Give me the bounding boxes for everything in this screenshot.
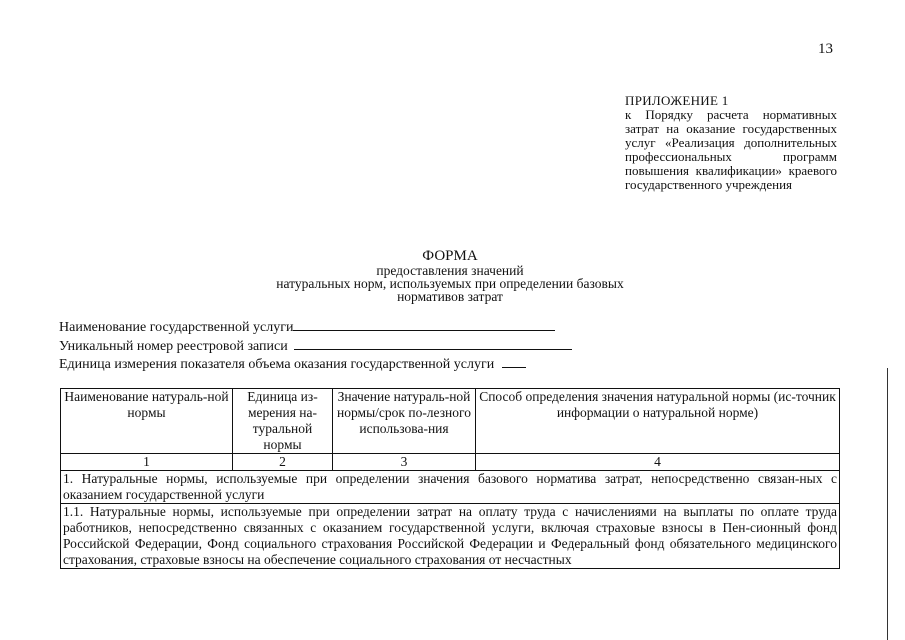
section-1-text: 1. Натуральные нормы, используемые при определении значения базового норматива затрат, непосредственно связан-ных с оказанием государственной услуги [61,471,840,504]
service-name-label: Наименование государственной услуги [59,320,294,335]
registry-number-label: Уникальный номер реестровой записи [59,338,288,354]
registry-number-blank[interactable] [294,337,572,350]
column-number: 3 [333,454,476,471]
table-row [61,471,840,504]
appendix-block [625,94,837,192]
table-row [61,504,840,569]
unit-blank[interactable] [502,355,526,368]
service-name-blank[interactable] [293,318,555,331]
column-number-row [61,454,840,471]
form-title: ФОРМА [422,248,478,264]
table-header-row [61,389,840,454]
unit-row [59,355,572,374]
form-heading [150,248,750,303]
header-unit: Единица из-мерения на-туральной нормы [233,389,333,454]
column-number: 4 [476,454,840,471]
page-edge-divider [887,368,888,640]
registry-number-row [59,337,572,356]
norms-table [60,388,840,569]
column-number: 1 [61,454,233,471]
service-name-row [59,318,572,337]
form-subtitle-line-1: предоставления значений [376,263,524,278]
appendix-text: к Порядку расчета нормативных затрат на оказание государственных услуг «Реализация дополнительных профессиональных программ повышения квалификации» краевого государственного учреждения [625,107,837,192]
form-fields [59,318,572,374]
column-number: 2 [233,454,333,471]
header-norm-name: Наименование натураль-ной нормы [61,389,233,454]
form-subtitle-line-3: нормативов затрат [397,289,503,304]
unit-label: Единица измерения показателя объема оказания государственной услуги [59,357,495,372]
appendix-title: ПРИЛОЖЕНИЕ 1 [625,93,729,108]
header-method: Способ определения значения натуральной нормы (ис-точник информации о натуральной норме) [476,389,840,454]
form-subtitle-line-2: натуральных норм, используемых при определении базовых [276,276,624,291]
page-number: 13 [818,41,833,57]
section-1-1-text: 1.1. Натуральные нормы, используемые при определении затрат на оплату труда с начислениями на выплаты по оплате труда работников, непосредственно связанных с оказанием государственной услуги, включая страховые взносы в Пен-сионный фонд Российской Федерации, Фонд социального страхования Российской Федерации и Федеральный фонд обязательного медицинского страхования, страховые взносы на обеспечение социального страхования от несчастных [61,504,840,569]
header-value: Значение натураль-ной нормы/срок по-лезного использова-ния [333,389,476,454]
